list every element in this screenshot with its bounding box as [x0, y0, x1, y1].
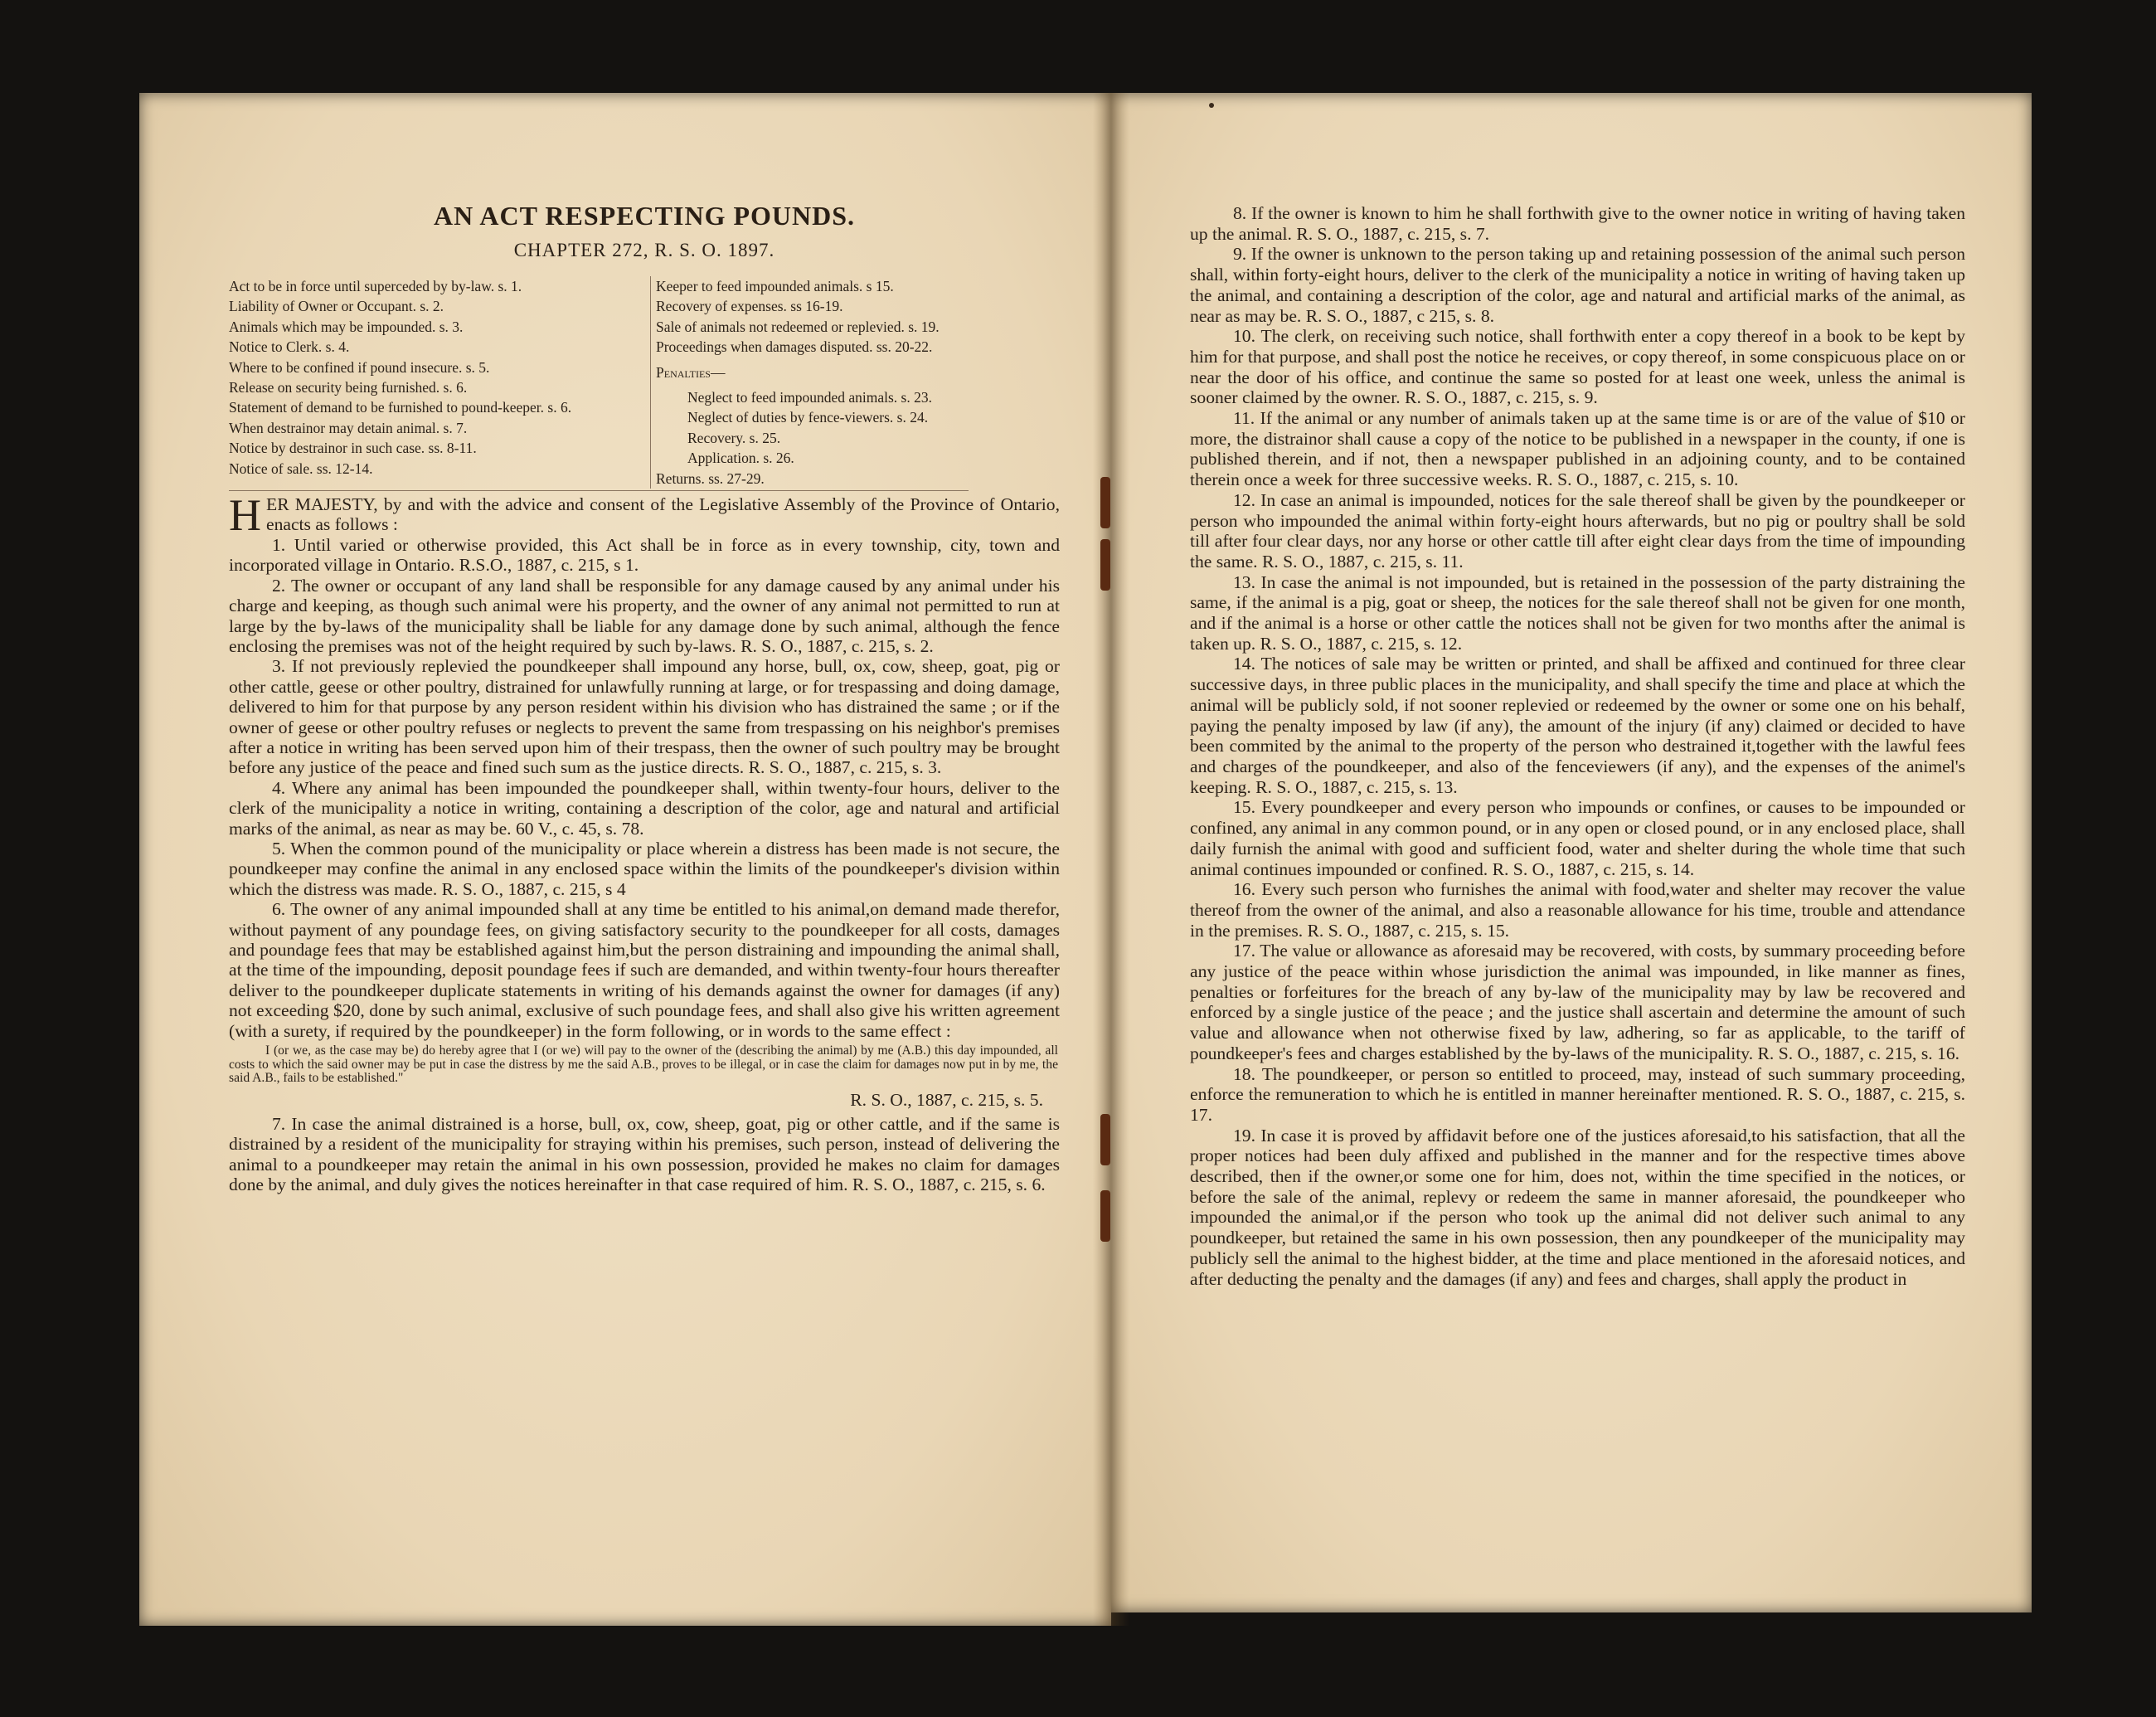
toc-item: Keeper to feed impounded animals. s 15. [656, 278, 894, 294]
toc-item: Proceedings when damages disputed. ss. 20-22. [656, 338, 933, 356]
left-page [139, 93, 1111, 1626]
enacting-clause [229, 490, 1060, 541]
section-paragraph: 2. The owner or occupant of any land shall be responsible for any damage caused by any animal under his charge and keeping, as though such animal were his property, and the owner of any animal not permitted to run at large by the by-laws of the municipality shall be liable for any damage done by such animal, although the fence enclosing the premises was not of the height required by such by-laws. R. S. O., 1887, c. 215, s. 2. [229, 575, 1060, 656]
toc-item: Neglect of duties by fence-viewers. s. 24. [687, 409, 929, 426]
toc-item: Liability of Owner or Occupant. s. 2. [229, 298, 444, 315]
toc-item: Application. s. 26. [687, 450, 794, 467]
section-paragraph: 11. If the animal or any number of animals taken up at the same time is or are of the value of $10 or more, the distrainor shall cause a copy of the notice to be published in a newspaper in the county, if one is published therein, and if not, then a newspaper published in an adjoining county, and to be contained therein once a week for three successive weeks. R. S. O., 1887, c. 215, s. 10. [1190, 408, 1965, 490]
section-paragraph: 16. Every such person who furnishes the animal with food,water and shelter may recover the value thereof from the owner of the animal, and also a reasonable allowance for his time, trouble and attendance in the premises. R. S. O., 1887, c. 215, s. 15. [1190, 879, 1965, 941]
toc-item: Release on security being furnished. s. 6. [229, 379, 468, 396]
binding-staple [1100, 477, 1110, 528]
toc-item: When destrainor may detain animal. s. 7. [229, 419, 468, 436]
section-paragraph: 1. Until varied or otherwise provided, this Act shall be in force as in every township, city, town and incorporated village in Ontario. R.S.O., 1887, c. 215, s 1. [229, 534, 1060, 576]
section-paragraph: 9. If the owner is unknown to the person taking up and retaining possession of the animal such person shall, within forty-eight hours, deliver to the clerk of the municipality a notice in writing of having taken up the animal, and containing a description of the color, age and natural and artificial marks of the animal, as near as may be. R. S. O., 1887, c 215, s. 8. [1190, 244, 1965, 326]
toc-item: Notice of sale. ss. 12-14. [229, 460, 373, 477]
toc-item: Animals which may be impounded. s. 3. [229, 318, 464, 335]
section-paragraph: 3. If not previously replevied the poundkeeper shall impound any horse, bull, ox, cow, sheep, goat, pig or other cattle, geese or other poultry, distrained for unlawfully running at large, or for trespassing and doing damage, delivered to him for that purpose by any person resident within his division who has distrained the same ; or if the owner of geese or other poultry refuses or neglects to prevent the same from trespassing on his neighbor's premises after a notice in writing has been served upon him of their trespass, then the owner of such poultry may be brought before any justice of the peace and fined such sum as the justice directs. R. S. O., 1887, c. 215, s. 3. [229, 656, 1060, 778]
section-paragraph: 4. Where any animal has been impounded the poundkeeper shall, within twenty-four hours, deliver to the clerk of the municipality a notice in writing, containing a description of the color, age and natural and artificial marks of the animal, as near as may be. 60 V., c. 45, s. 78. [229, 777, 1060, 839]
toc-penalties-heading: Penalties— [656, 363, 726, 381]
ink-dot [1209, 103, 1214, 108]
section-paragraph: 5. When the common pound of the municipality or place wherein a distress has been made is not secure, the poundkeeper may confine the animal in any enclosed space within the limits of the poundkeeper's division within which the distress was made. R. S. O., 1887, c. 215, s 4 [229, 838, 1060, 899]
section-paragraph: 6. The owner of any animal impounded shall at any time be entitled to his animal,on demand made therefor, without payment of any poundage fees, on giving satisfactory security to the poundkeeper for all costs, damages and poundage fees that may be established against him,but the person distraining and impounding the animal shall, at the time of the impounding, deposit poundage fees if such are demanded, and within twenty-four hours thereafter deliver to the poundkeeper duplicate statements in writing of his demands against the owner for damages (if any) not exceeding $20, done by such animal, exclusive of such poundage fees, and shall also give his written agreement (with a surety, if required by the poundkeeper) in the form following, or in words to the same effect : [229, 899, 1060, 1041]
binding-staple [1100, 539, 1110, 591]
binding-staple [1100, 1114, 1110, 1165]
section-paragraph: 8. If the owner is known to him he shall forthwith give to the owner notice in writing of having taken up the animal. R. S. O., 1887, c. 215, s. 7. [1190, 203, 1965, 244]
form-citation: R. S. O., 1887, c. 215, s. 5. [850, 1089, 1043, 1110]
binding-staple [1100, 1190, 1110, 1242]
toc-item: Statement of demand to be furnished to pound-keeper. s. 6. [229, 399, 572, 416]
right-page-content [1190, 203, 1965, 1289]
toc-item: Returns. ss. 27-29. [656, 469, 765, 487]
act-title: AN ACT RESPECTING POUNDS. [433, 201, 856, 231]
toc-item: Recovery of expenses. ss 16-19. [656, 298, 843, 315]
section-paragraph: 17. The value or allowance as aforesaid may be recovered, with costs, by summary proceeding before any justice of the peace within whose jurisdiction the animal was impounded, in like manner as fines, penalties or forfeitures for the breach of any by-law of the municipality may by law be recovered and enforced by a single justice of the peace ; and the justice shall ascertain and determine the amount of such value and allowance when not otherwise fixed by law, adhering, so far as applicable, to the tariff of poundkeeper's fees and charges established by the by-laws of the municipality. R. S. O., 1887, c. 215, s. 16. [1190, 941, 1965, 1063]
toc-item: Act to be in force until superceded by by-law. s. 1. [229, 278, 522, 294]
section-paragraph: 10. The clerk, on receiving such notice, shall forthwith enter a copy thereof in a book to be kept by him for that purpose, and shall post the notice he receives, or copy thereof, in some conspicuous place on or near the door of his office, and continue the same so posted for at least one week, unless the animal is sooner claimed by the owner. R. S. O., 1887, c. 215, s. 9. [1190, 326, 1965, 408]
toc-item: Neglect to feed impounded animals. s. 23. [687, 389, 932, 406]
section-paragraph: 15. Every poundkeeper and every person who impounds or confines, or causes to be impounded or confined, any animal in any common pound, or in any open or closed pound, or in any enclosed place, shall daily furnish the animal with good and sufficient food, water and shelter during the whole time that such animal continues impounded or confined. R. S. O., 1887, c. 215, s. 14. [1190, 797, 1965, 879]
chapter-heading: CHAPTER 272, R. S. O. 1897. [513, 240, 775, 260]
book-gutter [1093, 93, 1129, 1626]
section-paragraph: 13. In case the animal is not impounded, but is retained in the possession of the party distraining the same, if the animal is a pig, goat or sheep, the notices for the sale thereof shall not be given for one month, and if the animal is a horse or other cattle the notices shall not be given for two months after the animal is taken up. R. S. O., 1887, c. 215, s. 12. [1190, 572, 1965, 654]
toc-left-column [229, 276, 651, 489]
section-paragraph: 12. In case an animal is impounded, notices for the sale thereof shall be given by the poundkeeper or person who impounded the animal within forty-eight hours afterwards, but no pig or poultry shall be sold till after four clear days, nor any horse or other cattle till after eight clear days from the time of impounding the same. R. S. O., 1887, c. 215, s. 11. [1190, 489, 1965, 572]
enacting-text: ER MAJESTY, by and with the advice and consent of the Legislative Assembly of the Province of Ontario, enacts as follows : [266, 494, 1060, 535]
agreement-form: I (or we, as the case may be) do hereby agree that I (or we) will pay to the owner of the (describing the animal) by me (A.B.) this day impounded, all costs to which the said owner may be put in case the distress by me the said A.B., proves to be illegal, or in case the claim for damages now put in by me, the said A.B., fails to be established." [229, 1043, 1058, 1086]
table-of-contents [229, 276, 969, 491]
toc-item: Recovery. s. 25. [687, 429, 781, 446]
toc-item: Notice by destrainor in such case. ss. 8-11. [229, 440, 477, 457]
section-paragraph: 14. The notices of sale may be written or printed, and shall be affixed and continued for three clear successive days, in three public places in the municipality, and shall specify the time and place at which the animal will be publicly sold, if not sooner replevied or redeemed by the owner or some one on his behalf, paying the penalty imposed by law (if any), the amount of the injury (if any) claimed or decided to have been commited by the animal to the property of the person who destrained it,together with the lawful fees and charges of the poundkeeper, and also of the fenceviewers (if any), and the expenses of the animel's keeping. R. S. O., 1887, c. 215, s. 13. [1190, 654, 1965, 797]
toc-right-column [651, 276, 969, 489]
right-page [1111, 93, 2032, 1612]
toc-item: Notice to Clerk. s. 4. [229, 338, 350, 356]
toc-item: Sale of animals not redeemed or replevied. s. 19. [656, 318, 940, 335]
drop-cap: H [229, 490, 261, 541]
section-paragraph: 18. The poundkeeper, or person so entitled to proceed, may, instead of such summary proceeding, enforce the remuneration to which he is entitled in manner hereinafter mentioned. R. S. O., 1887, c. 215, s. 17. [1190, 1063, 1965, 1125]
section-paragraph: 19. In case it is proved by affidavit before one of the justices aforesaid,to his satisfaction, that all the proper notices had been duly affixed and published in the manner and for the respective times above described, then if the owner,or some one for him, does not, within the time specified in the notices, or before the sale of the animal, replevy or redeem the same in manner aforesaid, the poundkeeper who impounded the animal,or if the person who took up the animal did not deliver such animal to any poundkeeper, but retained the same in his own possession, then any poundkeeper of the municipality may publicly sell the animal to the highest bidder, at the time and place mentioned in the aforesaid notices, and after deducting the penalty and the damages (if any) and fees and charges, shall apply the product in [1190, 1125, 1965, 1289]
toc-item: Where to be confined if pound insecure. s. 5. [229, 358, 490, 376]
section-paragraph: 7. In case the animal distrained is a horse, bull, ox, cow, sheep, goat, pig or other cattle, and if the same is distrained by a resident of the municipality for straying within his premises, such person, instead of delivering the animal to a poundkeeper may retain the animal in his own possession, provided he makes no claim for damages done by the animal, and duly gives the notices hereinafter in that case required of him. R. S. O., 1887, c. 215, s. 6. [229, 1113, 1060, 1195]
left-page-content [229, 201, 1060, 1194]
